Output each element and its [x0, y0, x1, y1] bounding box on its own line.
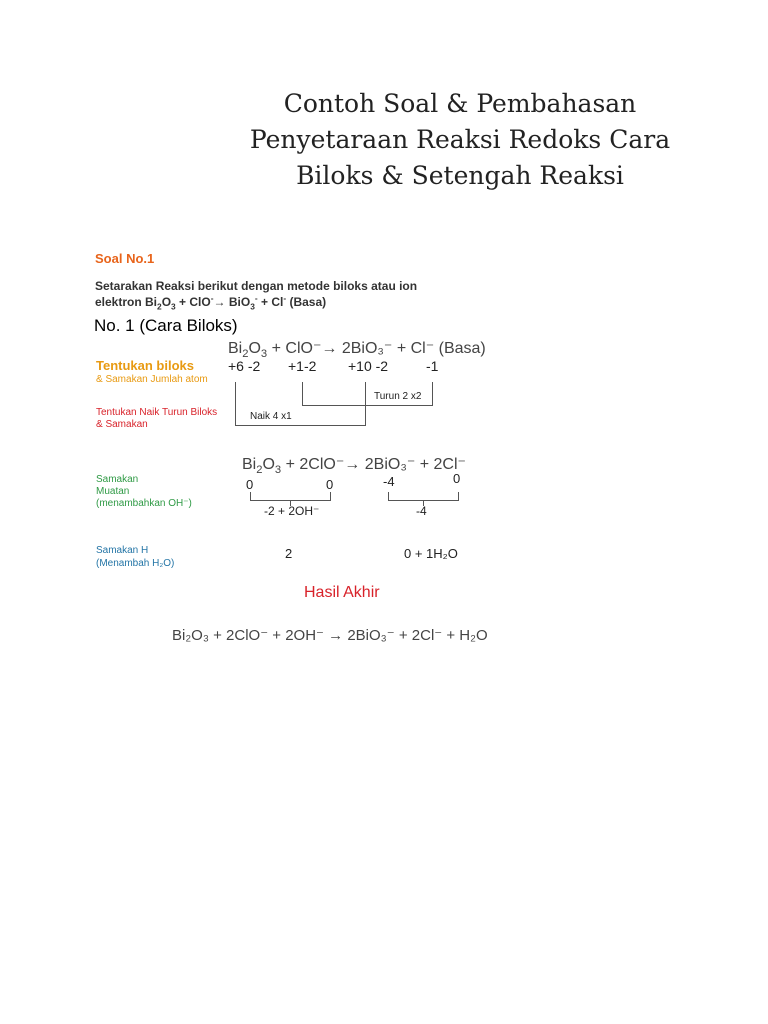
step1-label: Tentukan biloks	[96, 358, 194, 373]
balance-right: -4	[416, 504, 427, 518]
balance-left: -2 + 2OH⁻	[264, 504, 320, 518]
step4-label: Samakan H	[96, 545, 149, 556]
naik-bracket-left	[235, 382, 236, 426]
reaction-step3: $Bi_2O_3 + 2ClO^-\to 2BiO_3^- + 2Cl^-$	[242, 456, 466, 477]
brace-right-a	[388, 492, 389, 500]
question-part-3: → BiO	[213, 295, 251, 309]
step4-sublabel: (Menambah H₂O)	[96, 558, 175, 569]
reaction-main-rest: + ClO⁻→ 2BiO₃⁻ + Cl⁻ (Basa)	[271, 340, 486, 357]
naik-label: Naik 4 x1	[250, 411, 292, 422]
question-part-5: (Basa)	[286, 295, 327, 309]
biloks-4: -1	[426, 358, 439, 374]
step2-sublabel: & Samakan	[96, 419, 148, 430]
step3-label-3: (menambahkan OH⁻)	[96, 498, 192, 509]
reaction-main: $Bi_2O_3 + ClO^-\to 2BiO_3^- + Cl^-$ (Basa)	[228, 340, 486, 361]
question-part-4: + Cl	[257, 295, 284, 309]
page-title-line-3: Biloks & Setengah Reaksi	[296, 161, 624, 190]
h-right: 0 + 1H₂O	[404, 546, 458, 561]
step1-sublabel: & Samakan Jumlah atom	[96, 374, 208, 385]
redox-figure	[92, 316, 562, 656]
biloks-2: +1-2	[288, 358, 317, 374]
charge-right-1: -4	[383, 474, 395, 489]
step2-label: Tentukan Naik Turun Biloks	[96, 407, 218, 418]
biloks-3: +10 -2	[348, 358, 389, 374]
charge-left-1: 0	[246, 477, 254, 492]
step3-label-2: Muatan	[96, 486, 130, 497]
figure-heading: No. 1 (Cara Biloks)	[94, 316, 238, 335]
final-reaction: Bi₂O₃ + 2ClO⁻ + 2OH⁻ → 2BiO₃⁻ + 2Cl⁻ + H₂O	[172, 627, 488, 644]
naik-bracket-bottom	[235, 425, 366, 426]
charge-left-2: 0	[326, 477, 334, 492]
naik-bracket-right	[365, 382, 366, 426]
brace-left-b	[330, 492, 331, 500]
brace-right-b	[458, 492, 459, 500]
page-title-line-1: Contoh Soal & Pembahasan	[283, 89, 637, 118]
result-label: Hasil Akhir	[304, 584, 380, 601]
page-title-line-2: Penyetaraan Reaksi Redoks Cara	[249, 125, 671, 154]
turun-label: Turun 2 x2	[374, 391, 422, 402]
question-line-1: Setarakan Reaksi berikut dengan metode biloks atau ion	[95, 279, 418, 293]
turun-bracket-right	[432, 382, 433, 406]
step3-label-1: Samakan	[96, 474, 139, 485]
turun-bracket-left	[302, 382, 303, 406]
question-part-2: + ClO	[175, 295, 211, 309]
question-line-2: elektron $Bi_2O_3 + ClO^-\to BiO_3^- + Cl^-$ (Basa)	[95, 293, 327, 312]
brace-left-a	[250, 492, 251, 500]
h-left: 2	[285, 546, 293, 561]
reaction-step3-rest: + 2ClO⁻→ 2BiO₃⁻ + 2Cl⁻	[285, 456, 466, 473]
turun-bracket-bottom	[302, 405, 433, 406]
biloks-1: +6 -2	[228, 358, 261, 374]
question-part-1: elektron Bi	[95, 295, 158, 309]
soal-label: Soal No.1	[95, 251, 155, 266]
charge-right-2: 0	[453, 471, 461, 486]
